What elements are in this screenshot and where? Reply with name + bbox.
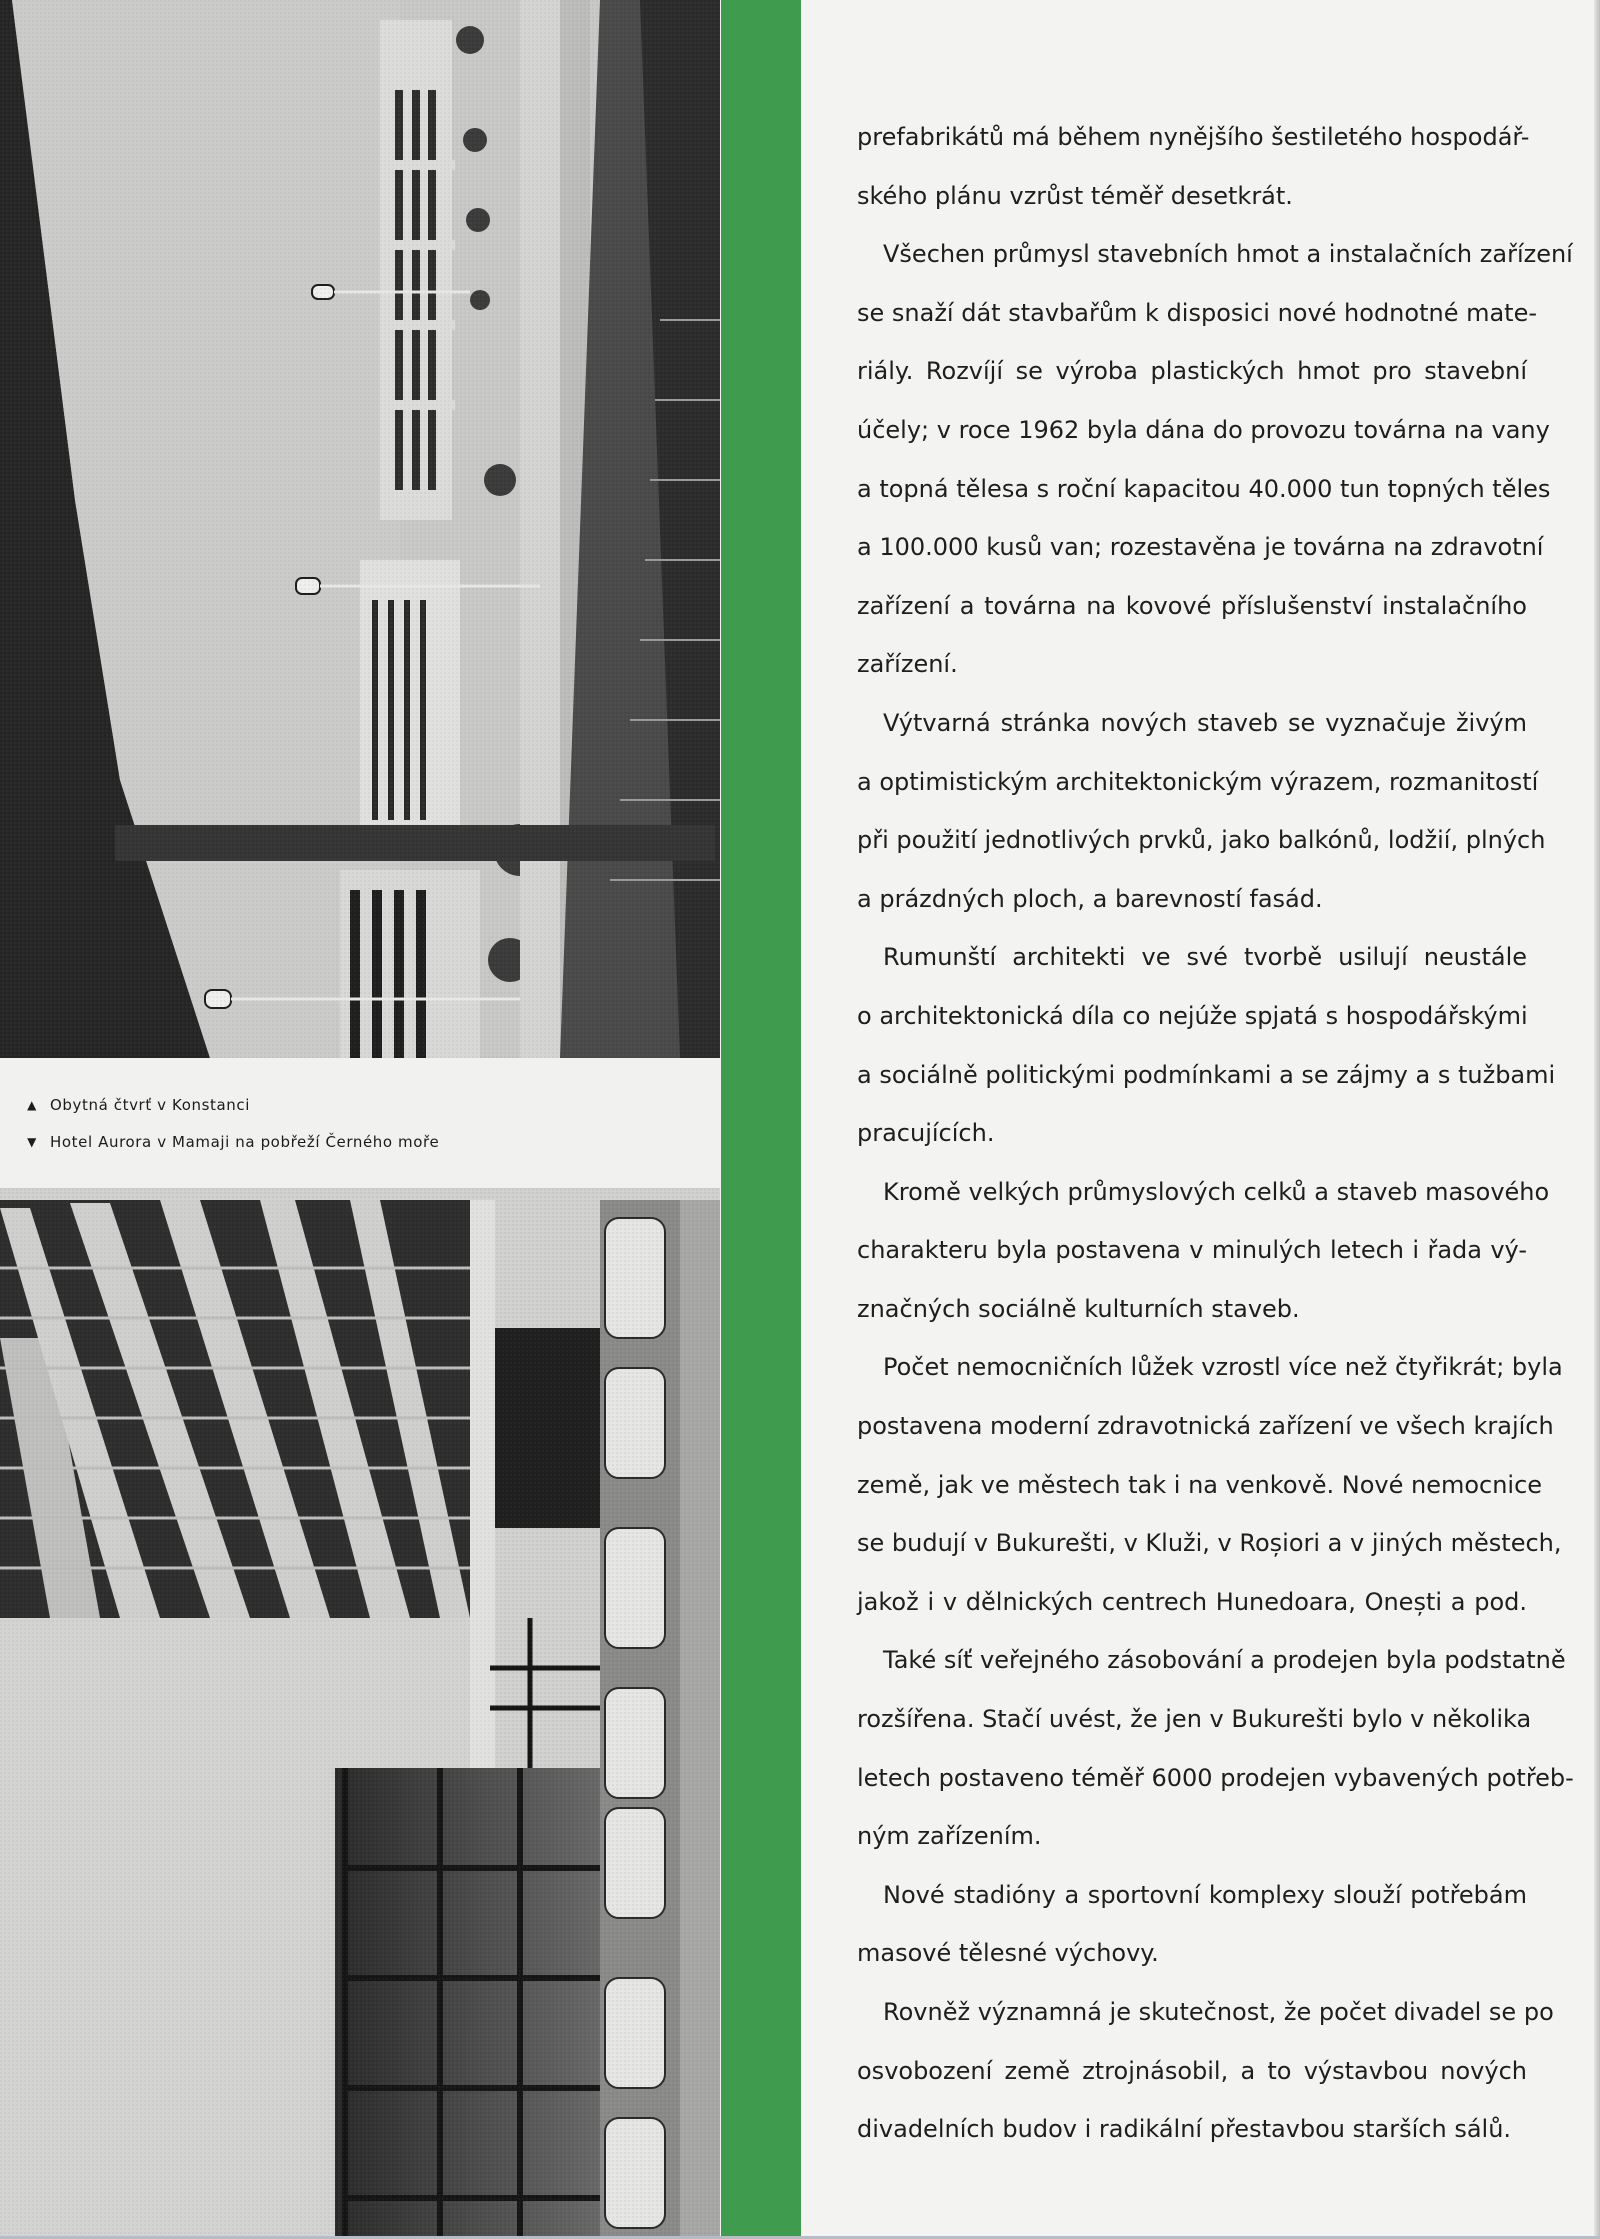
text-line: Kromě velkých průmyslových celků a staveb masového xyxy=(883,1177,1550,1206)
text-line: Také síť veřejného zásobování a prodejen byla podstatně xyxy=(883,1646,1566,1675)
text-line: se snaží dát stavbařům k disposici nové hodnotné mate- xyxy=(857,298,1538,327)
text-line: letech postaveno téměř 6000 prodejen vybavených potřeb- xyxy=(857,1763,1574,1792)
text-line: se budují v Bukurešti, v Kluži, v Roșiori a v jiných městech, xyxy=(857,1529,1562,1558)
photo-captions xyxy=(0,1058,720,1188)
residential-quarter-image xyxy=(0,0,720,1058)
text-line: účely; v roce 1962 byla dána do provozu továrna na vany xyxy=(857,415,1550,444)
text-line: ným zařízením. xyxy=(857,1822,1042,1851)
caption-text: Obytná čtvrť v Konstanci xyxy=(50,1096,251,1114)
text-line: při použití jednotlivých prvků, jako balkónů, lodžií, plných xyxy=(857,826,1546,855)
caption-top-photo xyxy=(26,1096,250,1114)
photo-column xyxy=(0,0,720,2239)
text-line: ského plánu vzrůst téměř desetkrát. xyxy=(857,181,1293,210)
body-text-column xyxy=(857,108,1574,2159)
text-line: osvobození země ztrojnásobil, a to výstavbou nových xyxy=(857,2056,1527,2085)
text-line: a sociálně politickými podmínkami a se zájmy a s tužbami xyxy=(857,1060,1556,1089)
text-line: značných sociálně kulturních staveb. xyxy=(857,1294,1300,1323)
text-line: Počet nemocničních lůžek vzrostl více než čtyřikrát; byla xyxy=(883,1353,1563,1382)
photo-residential-quarter xyxy=(0,0,720,1058)
text-line: zařízení a továrna na kovové příslušenství instalačního xyxy=(857,591,1527,620)
text-line: Nové stadióny a sportovní komplexy slouží potřebám xyxy=(883,1880,1527,1909)
text-line: Výtvarná stránka nových staveb se vyznačuje živým xyxy=(883,708,1527,737)
text-line: a optimistickým architektonickým výrazem, rozmanitostí xyxy=(857,767,1539,796)
text-line: Rovněž významná je skutečnost, že počet divadel se po xyxy=(883,1998,1554,2026)
text-line: charakteru byla postavena v minulých letech i řada vý- xyxy=(857,1236,1527,1265)
page-edge xyxy=(1594,0,1600,2239)
caption-bottom-photo xyxy=(26,1133,439,1151)
text-line: prefabrikátů má během nynějšího šestiletého hospodář- xyxy=(857,123,1530,151)
text-line: postavena moderní zdravotnická zařízení ve všech krajích xyxy=(857,1412,1554,1441)
green-accent-strip xyxy=(721,0,801,2239)
photo-hotel-aurora xyxy=(0,1188,720,2239)
hotel-aurora-image xyxy=(0,1188,720,2239)
caption-text: Hotel Aurora v Mamaji na pobřeží Černého moře xyxy=(50,1133,440,1151)
text-line: divadelních budov i radikální přestavbou starších sálů. xyxy=(857,2115,1512,2144)
text-line: rozšířena. Stačí uvést, že jen v Bukurešti bylo v několika xyxy=(857,1705,1532,1734)
text-line: masové tělesné výchovy. xyxy=(857,1939,1159,1968)
text-line: země, jak ve městech tak i na venkově. Nové nemocnice xyxy=(857,1470,1543,1499)
text-line: riály. Rozvíjí se výroba plastických hmot pro stavební xyxy=(857,357,1527,386)
text-line: a 100.000 kusů van; rozestavěna je továrna na zdravotní xyxy=(857,533,1544,562)
text-line: a prázdných ploch, a barevností fasád. xyxy=(857,884,1323,913)
text-line: o architektonická díla co nejúže spjatá s hospodářskými xyxy=(857,1001,1528,1030)
triangle-up-icon: ▲ xyxy=(27,1098,37,1112)
text-line: jakož i v dělnických centrech Hunedoara, Onești a pod. xyxy=(857,1587,1527,1616)
triangle-down-icon: ▼ xyxy=(27,1135,37,1149)
text-line: Všechen průmysl stavebních hmot a instalačních zařízení xyxy=(883,240,1573,269)
text-line: zařízení. xyxy=(857,650,958,679)
text-line: pracujících. xyxy=(857,1119,995,1148)
text-line: Rumunští architekti ve své tvorbě usilují neustále xyxy=(883,943,1527,972)
text-line: a topná tělesa s roční kapacitou 40.000 tun topných těles xyxy=(857,474,1551,503)
